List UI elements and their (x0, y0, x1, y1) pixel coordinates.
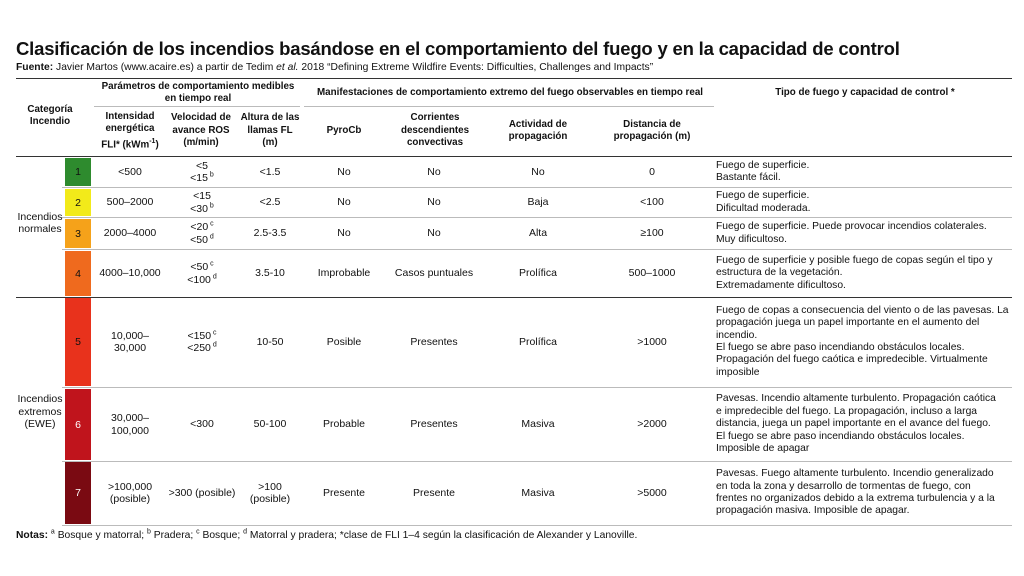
cell-flame-height: 3.5-10 (255, 267, 285, 280)
cell-distance: <100 (640, 196, 664, 209)
header-downdrafts: Corrientes descendientes convectivas (400, 112, 470, 149)
cell-downdrafts: Presente (412, 486, 456, 499)
cell-distance: 0 (649, 165, 655, 178)
cell-ros: <5 <15 $^b$ (190, 159, 214, 184)
category-swatch: 7 (65, 462, 91, 524)
cell-intensity: >100,000 (posible) (107, 480, 153, 505)
source-label: Fuente: (16, 62, 54, 73)
cell-ros: <300 (190, 418, 214, 431)
header-flame: Altura de las llamas FL (m) (240, 112, 300, 149)
cell-ros: <15 <30 $^b$ (190, 190, 214, 215)
cell-fire-type-description: Fuego de superficie. Dificultad moderada. (716, 190, 811, 214)
source-text-2: 2018 “Defining Extreme Wildfire Events: Difficulties, Challenges and Impacts” (298, 62, 654, 73)
header-ros: Velocidad de avance ROS (m/min) (171, 112, 231, 149)
source-et-al: et al. (276, 62, 299, 73)
group-extreme-label: Incendios extremos (EWE) (17, 393, 63, 431)
cell-distance: 500–1000 (628, 267, 676, 280)
cell-intensity: <500 (118, 165, 142, 178)
header-manif-group: Manifestaciones de comportamiento extremo del fuego observables en tiempo real (317, 86, 703, 98)
row-separator (62, 217, 1012, 218)
header-bottom-rule (16, 156, 1012, 157)
source-line (16, 62, 653, 73)
cell-fire-type-description: Pavesas. Fuego altamente turbulento. Incendio generalizado en toda la zona y desarrollo de tormentas de fuego, con frentes no organizados debido a la extrema turbulencia y a la propagación masiva. Imposible de apagar. (716, 468, 995, 517)
category-swatch: 3 (65, 219, 91, 248)
cell-intensity: 10,000– 30,000 (111, 329, 149, 354)
row-separator (62, 387, 1012, 388)
group-normal-label: Incendios normales (17, 210, 63, 235)
cell-fire-type-description: Fuego de copas a consecuencia del viento o de las pavesas. La propagación juega un papel importante en el aumento del incendio. El fuego se abre paso incendiando obstáculos locales. Propagación del fuego caótica e impredecible. Virtualmente imposible (716, 304, 1009, 378)
cell-flame-height: <1.5 (259, 165, 281, 178)
cell-pyrocb: No (337, 196, 351, 209)
page-title: Clasificación de los incendios basándose en el comportamiento del fuego y en la capacidad de control (16, 38, 900, 59)
cell-distance: >1000 (637, 335, 667, 348)
cell-activity: Masiva (521, 418, 555, 431)
category-swatch: 4 (65, 251, 91, 296)
header-pyrocb: PyroCb (326, 124, 362, 136)
cell-activity: No (531, 165, 545, 178)
header-activity: Actividad de propagación (508, 118, 568, 142)
table-top-rule (16, 78, 1012, 79)
cell-downdrafts: No (427, 227, 441, 240)
cell-downdrafts: Casos puntuales (394, 267, 474, 280)
cell-intensity: 500–2000 (106, 196, 154, 209)
header-fire-type: Tipo de fuego y capacidad de control * (775, 86, 955, 98)
row-separator (62, 187, 1012, 188)
row-separator (62, 525, 1012, 526)
header-intensity-unit: FLI* (kWm$^{-1}$) (101, 137, 159, 150)
cell-distance: >2000 (637, 418, 667, 431)
category-swatch: 6 (65, 389, 91, 460)
cell-intensity: 2000–4000 (103, 227, 157, 240)
category-swatch: 2 (65, 189, 91, 216)
cell-flame-height: <2.5 (259, 196, 281, 209)
cell-pyrocb: Posible (326, 335, 362, 348)
cell-intensity: 4000–10,000 (99, 267, 161, 280)
row-separator (62, 249, 1012, 250)
notes-line: Notas: $^a$ Bosque y matorral; $^b$ Pradera; $^c$ Bosque; $^d$ Matorral y pradera; *clase de FLI 1–4 según la clasificación de Alexander y Lanoville. (16, 528, 638, 541)
cell-pyrocb: Improbable (317, 267, 371, 280)
category-swatch: 1 (65, 158, 91, 186)
cell-downdrafts: No (427, 196, 441, 209)
cell-ros: <150 $^c$ <250 $^d$ (187, 329, 217, 354)
header-intensity-label: Intensidad energética (105, 110, 155, 135)
cell-flame-height: >100 (posible) (249, 480, 291, 505)
cell-fire-type-description: Pavesas. Incendio altamente turbulento. Propagación caótica e impredecible del fuego. La propagación, incluso a larga distancia, juega un papel importante en el avance del fuego. El fuego se abre paso incendiando obstáculos locales. Imposible de apagar (716, 393, 996, 455)
cell-pyrocb: No (337, 227, 351, 240)
cell-pyrocb: Presente (322, 486, 366, 499)
cell-pyrocb: Probable (322, 418, 366, 431)
cell-activity: Baja (527, 196, 549, 209)
header-category: Categoría Incendio (27, 103, 73, 127)
cell-activity: Prolífica (519, 267, 557, 280)
cell-flame-height: 50-100 (253, 418, 287, 431)
cell-fire-type-description: Fuego de superficie. Puede provocar incendios colaterales. Muy dificultoso. (716, 221, 987, 245)
cell-fire-type-description: Fuego de superficie y posible fuego de copas según el tipo y estructura de la vegetación. Extremadamente dificultoso. (716, 254, 993, 291)
cell-intensity: 30,000– 100,000 (111, 412, 149, 437)
cell-ros: <50 $^c$ <100 $^d$ (187, 260, 217, 286)
header-intensity (94, 108, 166, 154)
params-group-rule (94, 106, 300, 107)
cell-ros: <20 $^c$ <50 $^d$ (190, 220, 214, 246)
source-text-1: Javier Martos (www.acaire.es) a partir de Tedim (53, 62, 277, 73)
cell-fire-type-description: Fuego de superficie. Bastante fácil. (716, 159, 810, 183)
cell-pyrocb: No (337, 165, 351, 178)
cell-flame-height: 10-50 (256, 335, 284, 348)
header-distance: Distancia de propagación (m) (613, 118, 691, 142)
cell-activity: Masiva (521, 486, 555, 499)
cell-distance: ≥100 (640, 227, 664, 240)
manif-group-rule (304, 106, 714, 107)
header-params-group: Parámetros de comportamiento medibles en tiempo real (101, 80, 295, 104)
cell-downdrafts: No (427, 165, 441, 178)
cell-ros: >300 (posible) (168, 486, 236, 499)
cell-downdrafts: Presentes (410, 418, 458, 431)
cell-downdrafts: Presentes (410, 335, 458, 348)
cell-distance: >5000 (637, 486, 667, 499)
cell-flame-height: 2.5-3.5 (253, 227, 287, 240)
cell-activity: Prolífica (519, 335, 557, 348)
category-swatch: 5 (65, 298, 91, 386)
cell-activity: Alta (528, 227, 548, 240)
